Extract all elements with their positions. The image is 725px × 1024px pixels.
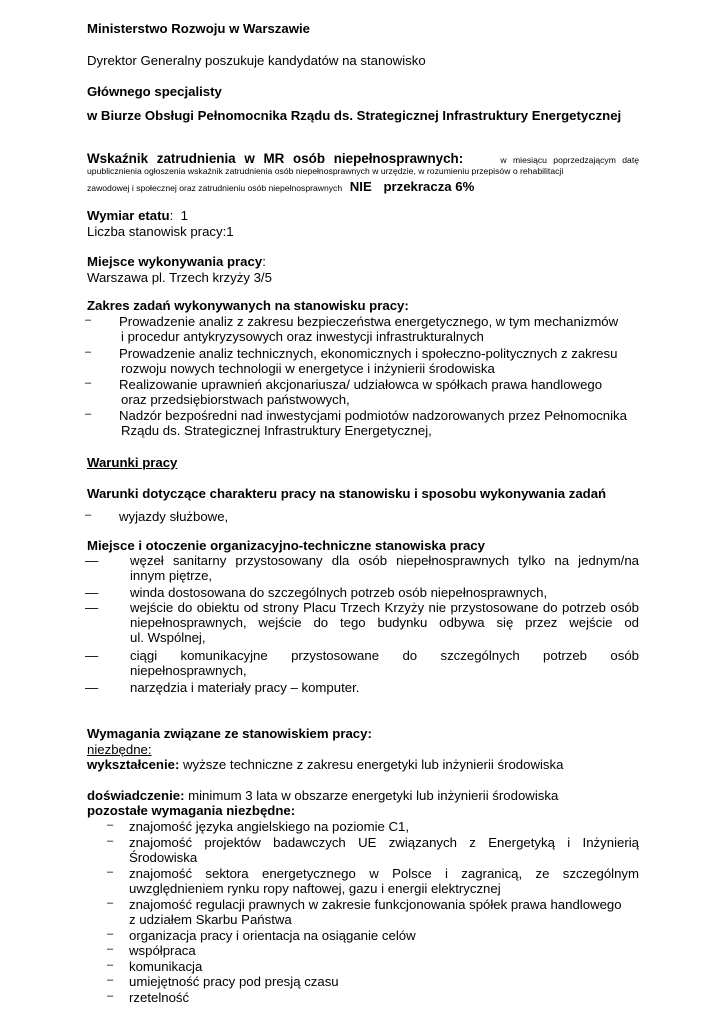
liczba-stanowisk: Liczba stanowisk pracy:1 bbox=[87, 224, 234, 239]
bullet-dash: – bbox=[107, 866, 114, 878]
place-item bbox=[87, 585, 639, 600]
indicator-label: Wskaźnik zatrudnienia w MR osób niepełnosprawnych: bbox=[87, 151, 464, 166]
ministry-title: Ministerstwo Rozwoju w Warszawie bbox=[87, 21, 310, 36]
duty-line: Prowadzenie analiz technicznych, ekonomicznych i społeczno-politycznych z zakresu bbox=[119, 346, 618, 361]
duty-item bbox=[87, 408, 639, 438]
requirement-item bbox=[87, 959, 639, 974]
duties-heading: Zakres zadań wykonywanych na stanowisku pracy: bbox=[87, 298, 409, 313]
requirement-line: z udziałem Skarbu Państwa bbox=[129, 912, 292, 927]
bullet-long-dash: — bbox=[85, 585, 99, 600]
place-line: ul. Wspólnej, bbox=[130, 630, 206, 645]
bullet-long-dash: — bbox=[85, 553, 99, 568]
requirement-item bbox=[87, 974, 639, 989]
requirement-item bbox=[87, 835, 639, 865]
bullet-dash: – bbox=[85, 346, 92, 358]
indicator-text-2: upublicznienia ogłoszenia wskaźnik zatrudnienia osób niepełnosprawnych w urzędzie, w rozumieniu przepisów o rehabilitacji bbox=[87, 166, 564, 176]
requirement-line: komunikacja bbox=[129, 959, 203, 974]
conditions-heading: Warunki pracy bbox=[87, 455, 178, 470]
place-item bbox=[87, 648, 639, 678]
duty-line: rozwoju nowych technologii w energetyce i inżynierii środowiska bbox=[121, 361, 495, 376]
duty-line: oraz przedsiębiorstwach państwowych, bbox=[121, 392, 350, 407]
place-line: narzędzia i materiały pracy – komputer. bbox=[130, 680, 360, 695]
education-label: wykształcenie: bbox=[87, 757, 180, 772]
requirement-item bbox=[87, 990, 639, 1005]
place-line: węzeł sanitarny przystosowany dla osób niepełnosprawnych tylko na jednym/na bbox=[130, 553, 639, 568]
bullet-dash: – bbox=[107, 897, 114, 909]
bullet-long-dash: — bbox=[85, 680, 99, 695]
duty-line: i procedur antykryzysowych oraz inwestycji infrastrukturalnych bbox=[121, 329, 484, 344]
requirement-item bbox=[87, 866, 639, 896]
bullet-dash: – bbox=[85, 314, 92, 326]
place-line: winda dostosowana do szczególnych potrzeb osób niepełnosprawnych, bbox=[130, 585, 548, 600]
miejsce-value: Warszawa pl. Trzech krzyży 3/5 bbox=[87, 270, 272, 285]
requirement-line: uwzględnieniem rynku ropy naftowej, gazu i energii elektrycznej bbox=[129, 881, 501, 896]
experience-row bbox=[87, 788, 558, 803]
place-line: ciągi komunikacyjne przystosowane do szczególnych potrzeb osób bbox=[130, 648, 639, 663]
requirements-heading: Wymagania związane ze stanowiskiem pracy: bbox=[87, 726, 372, 741]
requirement-line: organizacja pracy i orientacja na osiąganie celów bbox=[129, 928, 416, 943]
place-item bbox=[87, 553, 639, 583]
miejsce-row bbox=[87, 254, 266, 269]
wymiar-value: : 1 bbox=[169, 208, 188, 223]
place-line: niepełnosprawnych, bbox=[130, 663, 247, 678]
bullet-dash: – bbox=[85, 509, 92, 521]
requirement-line: znajomość sektora energetycznego w Polsce i zagranicą, ze szczególnym bbox=[129, 866, 639, 881]
bullet-dash: – bbox=[107, 959, 114, 971]
indicator-exceeds: przekracza 6% bbox=[383, 179, 475, 194]
wymiar-etatu-row bbox=[87, 208, 188, 223]
bullet-dash: – bbox=[107, 835, 114, 847]
bullet-dash: – bbox=[85, 408, 92, 420]
duty-line: Rządu ds. Strategicznej Infrastruktury Energetycznej, bbox=[121, 423, 432, 438]
place-line: wejście do obiektu od strony Placu Trzech Krzyży nie przystosowane do potrzeb osób bbox=[130, 600, 639, 615]
other-requirements-heading: pozostałe wymagania niezbędne: bbox=[87, 803, 296, 818]
bullet-dash: – bbox=[107, 990, 114, 1002]
duty-line: Prowadzenie analiz z zakresu bezpieczeństwa energetycznego, w tym mechanizmów bbox=[119, 314, 619, 329]
bullet-long-dash: — bbox=[85, 600, 99, 615]
duty-item bbox=[87, 377, 639, 407]
bullet-dash: – bbox=[107, 928, 114, 940]
place-item bbox=[87, 680, 639, 695]
place-line: innym piętrze, bbox=[130, 568, 213, 583]
education-value: wyższe techniczne z zakresu energetyki lub inżynierii środowiska bbox=[183, 757, 564, 772]
duty-line: Nadzór bezpośredni nad inwestycjami podmiotów nadzorowanych przez Pełnomocnika bbox=[119, 408, 627, 423]
requirement-line: znajomość projektów badawczych UE związanych z Energetyką i Inżynierią bbox=[129, 835, 639, 850]
place-heading: Miejsce i otoczenie organizacyjno-techniczne stanowiska pracy bbox=[87, 538, 485, 553]
miejsce-colon: : bbox=[262, 254, 266, 269]
place-line: niepełnosprawnych, wejście do tego budynku odbywa się przez wejście od bbox=[130, 615, 639, 630]
duty-line: Realizowanie uprawnień akcjonariusza/ udziałowca w spółkach prawa handlowego bbox=[119, 377, 603, 392]
requirement-item bbox=[87, 943, 639, 958]
bullet-dash: – bbox=[85, 377, 92, 389]
office-title: w Biurze Obsługi Pełnomocnika Rządu ds. Strategicznej Infrastruktury Energetycznej bbox=[87, 108, 622, 123]
required-label: niezbędne: bbox=[87, 742, 152, 757]
requirement-item bbox=[87, 897, 639, 927]
wymiar-label: Wymiar etatu bbox=[87, 208, 170, 223]
bullet-dash: – bbox=[107, 819, 114, 831]
education-row bbox=[87, 757, 563, 772]
nature-item-text: wyjazdy służbowe, bbox=[119, 509, 229, 524]
requirement-line: znajomość regulacji prawnych w zakresie funkcjonowania spółek prawa handlowego bbox=[129, 897, 622, 912]
employment-indicator bbox=[87, 151, 639, 194]
indicator-text-1: w miesiącu poprzedzającym datę bbox=[500, 155, 639, 165]
place-item bbox=[87, 600, 639, 645]
director-line: Dyrektor Generalny poszukuje kandydatów na stanowisko bbox=[87, 53, 426, 68]
requirement-line: rzetelność bbox=[129, 990, 190, 1005]
bullet-dash: – bbox=[107, 943, 114, 955]
requirement-line: Środowiska bbox=[129, 850, 198, 865]
requirement-item bbox=[87, 928, 639, 943]
requirement-line: znajomość języka angielskiego na poziomie C1, bbox=[129, 819, 410, 834]
nature-item bbox=[87, 509, 228, 524]
requirement-line: umiejętność pracy pod presją czasu bbox=[129, 974, 339, 989]
nature-heading: Warunki dotyczące charakteru pracy na stanowisku i sposobu wykonywania zadań bbox=[87, 486, 607, 501]
indicator-nie: NIE bbox=[349, 179, 372, 194]
duty-item bbox=[87, 314, 639, 344]
bullet-long-dash: — bbox=[85, 648, 99, 663]
miejsce-label: Miejsce wykonywania pracy bbox=[87, 254, 263, 269]
indicator-text-3: zawodowej i społecznej oraz zatrudnieniu osób niepełnosprawnych bbox=[87, 183, 343, 193]
bullet-dash: – bbox=[107, 974, 114, 986]
experience-label: doświadczenie: bbox=[87, 788, 185, 803]
experience-value: minimum 3 lata w obszarze energetyki lub inżynierii środowiska bbox=[188, 788, 559, 803]
requirement-item bbox=[87, 819, 639, 834]
duty-item bbox=[87, 346, 639, 376]
position-title: Głównego specjalisty bbox=[87, 84, 222, 99]
requirement-line: współpraca bbox=[129, 943, 196, 958]
